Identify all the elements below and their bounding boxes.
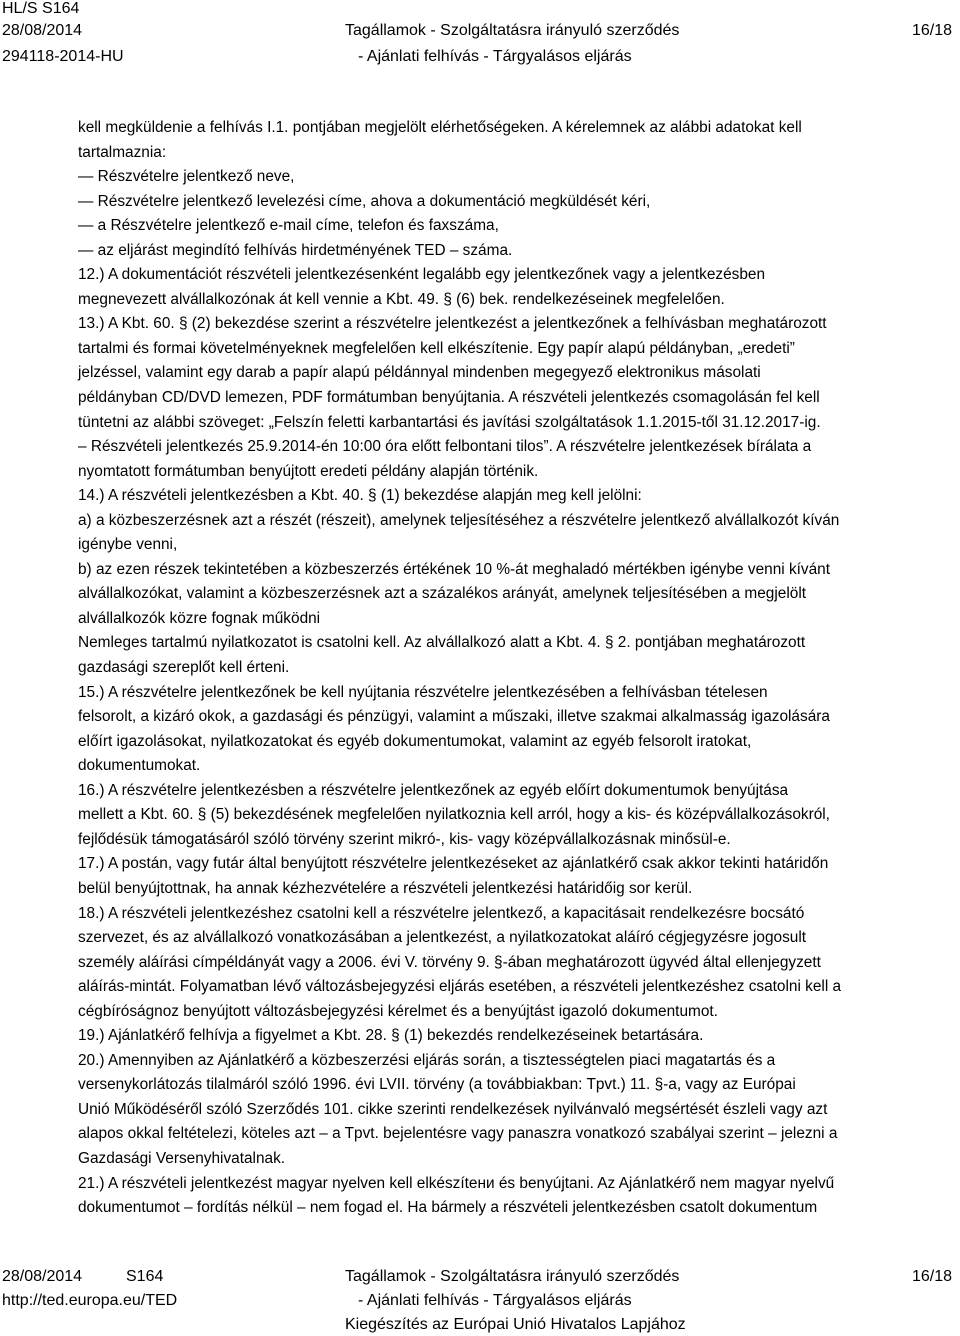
body-line: a) a közbeszerzésnek azt a részét (részeit), amelynek teljesítéséhez a részvételre jelentkező alvállalkozót kíván — [78, 511, 840, 529]
body-line: 19.) Ajánlatkérő felhívja a figyelmet a Kbt. 28. § (1) bekezdés rendelkezéseinek betartására. — [78, 1027, 704, 1045]
body-line: igénybe venni, — [78, 536, 178, 554]
body-line: alvállalkozók közre fognak működni — [78, 609, 321, 627]
body-line: Gazdasági Versenyhivatalnak. — [78, 1149, 286, 1167]
body-line: cégbíróságnoz benyújtott változásbejegyzési kérelmet és a benyújtást igazoló dokumentumot. — [78, 1002, 718, 1020]
header-date: 28/08/2014 — [2, 22, 83, 39]
body-line: személy aláírási címpéldányát vagy a 2006. évi V. törvény 9. §-ában meghatározott ügyvéd által ellenjegyzett — [78, 953, 821, 971]
body-line: 20.) Amennyiben az Ajánlatkérő a közbeszerzési eljárás során, a tisztességtelen piaci magatartás és a — [78, 1051, 776, 1069]
footer-page-number: 16/18 — [912, 1268, 953, 1285]
body-line: — a Részvételre jelentkező e-mail címe, telefon és faxszáma, — [78, 217, 499, 235]
header-subtitle: - Ajánlati felhívás - Tárgyalásos eljárás — [358, 48, 632, 65]
body-line: tartalmaznia: — [78, 143, 167, 161]
body-line: fejlődésük támogatásáról szóló törvény szerint mikró-, kis- vagy középvállalkozásnak minősül-e. — [78, 830, 731, 848]
body-line: tartalmi és formai követelményeknek megfelelően kell elkészítenie. Egy papír alapú példányban, „eredeti” — [78, 339, 795, 357]
body-line: 13.) A Kbt. 60. § (2) bekezdése szerint a részvételre jelentkezést a jelentkezőnek a felhívásban meghatározott — [78, 315, 827, 333]
header-title: Tagállamok - Szolgáltatásra irányuló szerződés — [345, 22, 680, 39]
body-line: – Részvételi jelentkezés 25.9.2014-én 10:00 óra előtt felbontani tilos”. A részvételre jelentkezések bírálata a — [78, 438, 812, 456]
body-line: — Részvételre jelentkező levelezési címe, ahova a dokumentáció megküldését kéri, — [78, 192, 651, 210]
body-line: Nemleges tartalmú nyilatkozatot is csatolni kell. Az alvállalkozó alatt a Kbt. 4. § 2. pontjában meghatározott — [78, 634, 806, 652]
body-line: 17.) A postán, vagy futár által benyújtott részvételre jelentkezéseket az ajánlatkérő csak akkor tekinti határidőn — [78, 855, 829, 873]
body-line: felsorolt, a kizáró okok, a gazdasági és pénzügyi, valamint a műszaki, illetve szakmai alkalmasság igazolására — [78, 708, 830, 726]
body-line: 18.) A részvételi jelentkezéshez csatolni kell a részvételre jelentkező, a kapacitásait rendelkezésre bocsátó — [78, 904, 805, 922]
footer-url-link[interactable]: http://ted.europa.eu/TED — [2, 1292, 178, 1309]
footer-supplement-note: Kiegészítés az Európai Unió Hivatalos Lapjához — [345, 1316, 686, 1333]
body-line: alapos okkal feltételezi, köteles azt – a Tpvt. bejelentésre vagy panaszra vonatkozó szabályai szerint – jelezni a — [78, 1125, 838, 1143]
body-line: gazdasági szereplőt kell érteni. — [78, 659, 290, 677]
body-line: előírt igazolásokat, nyilatkozatokat és egyéb dokumentumokat, valamint az egyéb felsorolt iratokat, — [78, 732, 752, 750]
body-line: belül benyújtottnak, ha annak kézhezvételére a részvételi jelentkezési határidőig sor kerül. — [78, 879, 693, 897]
body-line: mellett a Kbt. 60. § (5) bekezdésének megfelelően nyilatkoznia kell arról, hogy a kis- és középvállalkozásokról, — [78, 806, 830, 824]
body-line: 21.) A részvételi jelentkezést magyar nyelven kell elkészítени és benyújtani. Az Ajánlatkérő nem magyar nyelvű — [78, 1174, 835, 1192]
header-notice-number: 294118-2014-HU — [2, 48, 124, 65]
header-page-number: 16/18 — [912, 22, 953, 39]
body-line: alvállalkozókat, valamint a közbeszerzésnek azt a százalékos arányát, amelynek teljesítésében a megjelölt — [78, 585, 807, 603]
body-line: b) az ezen részek tekintetében a közbeszerzés értékének 10 %-át meghaladó mértékben igénybe venni kívánt — [78, 560, 831, 578]
body-line: aláírás-mintát. Folyamatban lévő változásbejegyzési eljárás esetében, a részvételi jelentkezéshez csatolni kell a — [78, 978, 842, 996]
body-line: jelzéssel, valamint egy darab a papír alapú példánnyal mindenben megegyező elektronikus másolati — [78, 364, 761, 382]
body-line: 14.) A részvételi jelentkezésben a Kbt. 40. § (1) bekezdése alapján meg kell jelölni: — [78, 487, 642, 505]
body-line: versenykorlátozás tilalmáról szóló 1996. évi LVII. törvény (a továbbiakban: Tpvt.) 11. §-a, vagy az Európai — [78, 1076, 796, 1094]
body-line: 15.) A részvételre jelentkezőnek be kell nyújtania részvételre jelentkezésében a felhívásban tételesen — [78, 683, 768, 701]
body-line: nyomtatott formátumban benyújtott eredeti példány alapján történik. — [78, 462, 539, 480]
body-line: Unió Működéséről szóló Szerződés 101. cikke szerinti rendelkezések nyilvánvaló megsértését észleli vagy azt — [78, 1100, 828, 1118]
body-line: szervezet, és az alvállalkozó vonatkozásában a jelentkezést, a nyilatkozatokat aláíró cégjegyzésre jogosult — [78, 929, 807, 947]
body-line: tüntetni az alábbi szöveget: „Felszín feletti karbantartási és javítási szolgáltatások 1.1.2015-től 31.12.2017-ig. — [78, 413, 821, 431]
body-line: dokumentumokat. — [78, 757, 201, 775]
body-line: dokumentumot – fordítás nélkül – nem fogad el. Ha bármely a részvételi jelentkezésben csatolt dokumentum — [78, 1199, 818, 1217]
body-line: kell megküldenie a felhívás I.1. pontjában megjelölt elérhetőségeken. A kérelemnek az alábbi adatokat kell — [78, 119, 802, 136]
footer-subtitle: - Ajánlati felhívás - Tárgyalásos eljárás — [358, 1292, 632, 1309]
header-doc-id: HL/S S164 — [2, 0, 80, 17]
body-line: példányban CD/DVD lemezen, PDF formátumban benyújtania. A részvételi jelentkezés csomagolásán fel kell — [78, 389, 820, 407]
body-line: — az eljárást megindító felhívás hirdetményének TED – száma. — [78, 241, 513, 259]
body-line: 12.) A dokumentációt részvételi jelentkezésenként legalább egy jelentkezőnek vagy a jelentkezésben — [78, 266, 766, 284]
body-line: — Részvételre jelentkező neve, — [78, 168, 295, 186]
document-body — [78, 116, 958, 1221]
body-line: megnevezett alvállalkozónak át kell vennie a Kbt. 49. § (6) bek. rendelkezéseinek megfelelően. — [78, 290, 725, 308]
footer-series: S164 — [126, 1268, 164, 1285]
footer-date: 28/08/2014 — [2, 1268, 83, 1285]
body-line: 16.) A részvételre jelentkezésben a részvételre jelentkezőnek az egyéb előírt dokumentumok benyújtása — [78, 781, 789, 799]
footer-title: Tagállamok - Szolgáltatásra irányuló szerződés — [345, 1268, 680, 1285]
